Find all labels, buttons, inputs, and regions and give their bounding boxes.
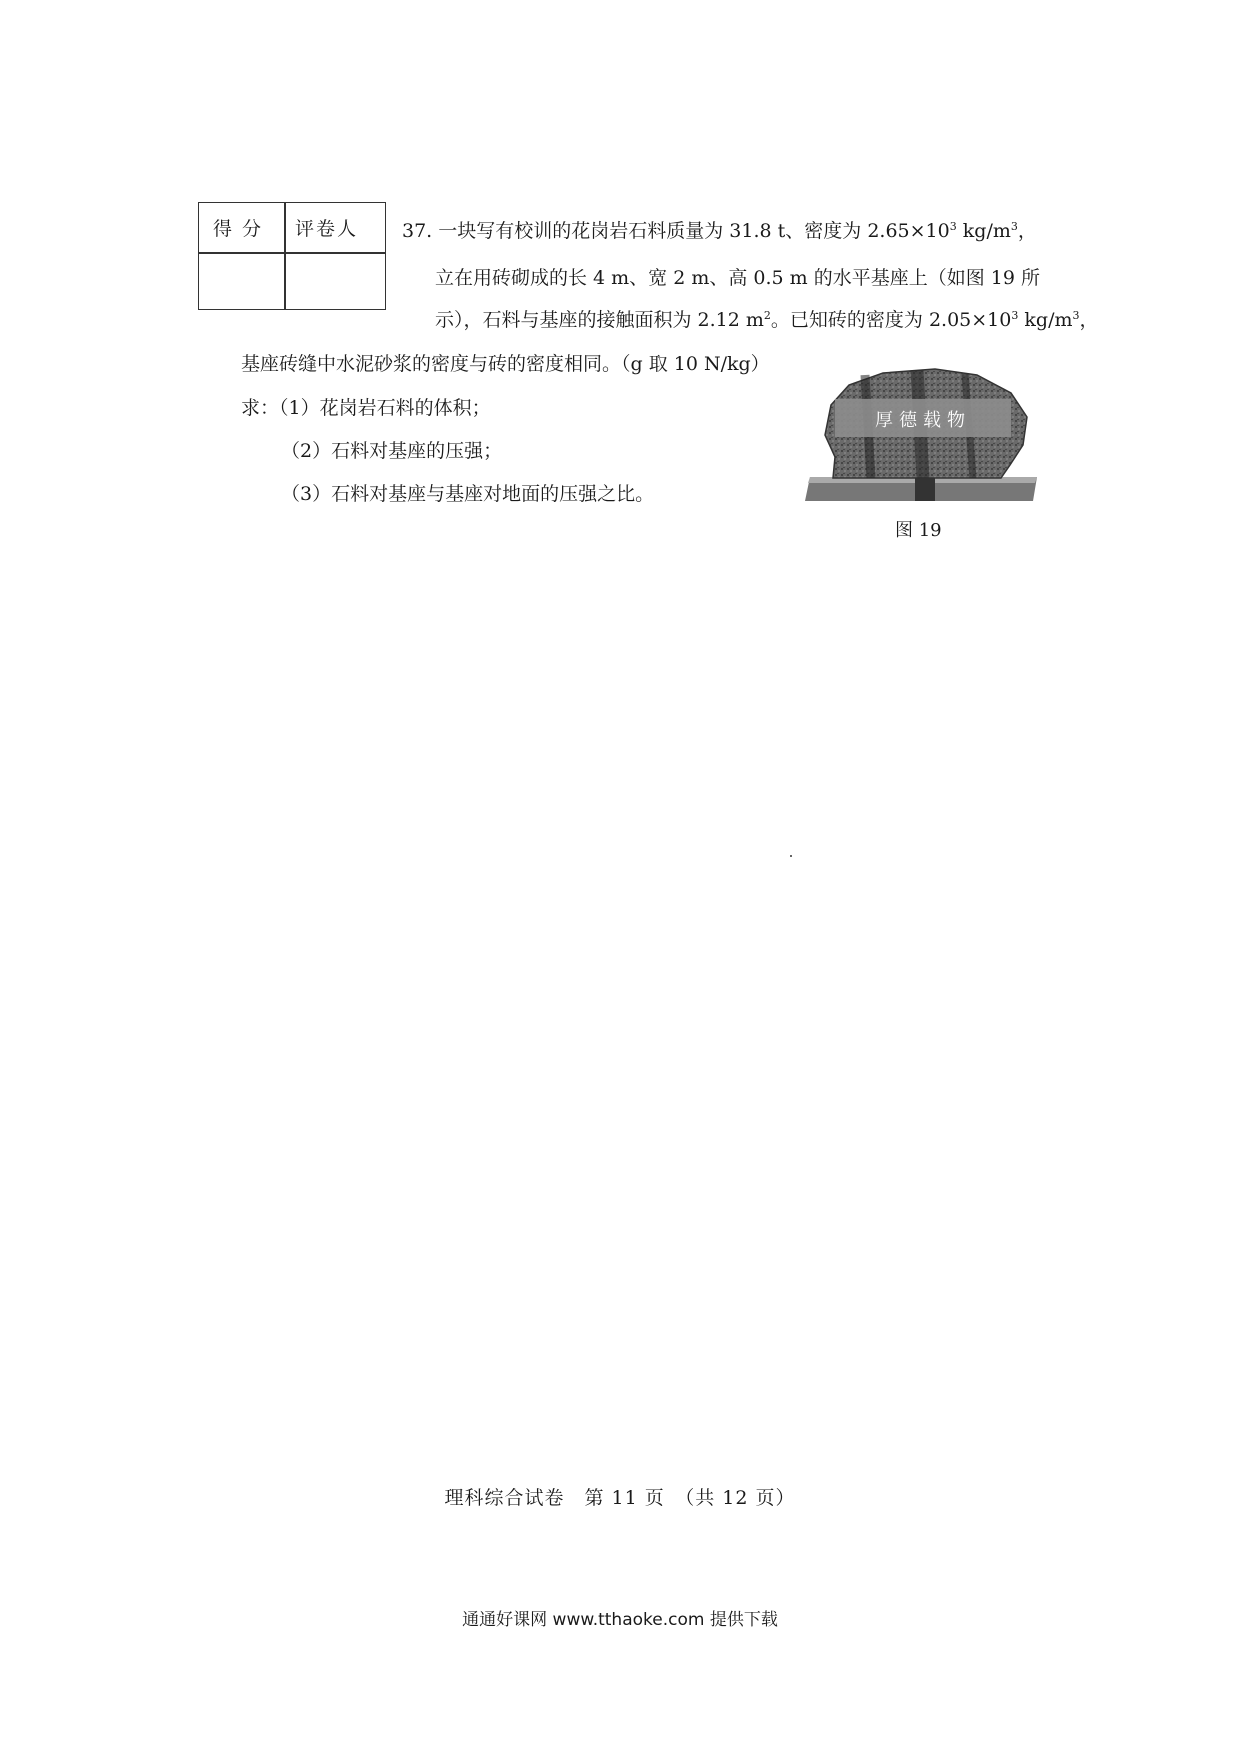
scan-speck	[790, 855, 792, 857]
figure-caption: 图 19	[895, 520, 942, 541]
question-number: 37.	[402, 220, 433, 242]
question-line-3: 示），石料与基座的接触面积为 2.12 $m^2$。已知砖的密度为 $2.05\times 10^3$ $kg/m^3$，	[435, 309, 1099, 331]
question-line-4: 基座砖缝中水泥砂浆的密度与砖的密度相同。（g 取 10 N/kg）	[241, 353, 770, 375]
stone-engraving: 厚德载物	[875, 410, 971, 431]
grader-header: 评卷人	[295, 218, 359, 240]
ask-prefix: 求：	[241, 397, 280, 419]
stone-illustration	[805, 365, 1037, 505]
score-table	[198, 202, 386, 310]
base-slab	[805, 477, 1037, 501]
page-footer: 理科综合试卷 第 11 页 （共 12 页）	[444, 1487, 796, 1509]
question-line-1: 37. 一块写有校训的花岗岩石料质量为 31.8 t、密度为 $2.65\times 10^3$ $kg/m^3$，	[402, 220, 1037, 242]
source-watermark: 通通好课网 www.tthaoke.com 提供下载	[462, 1610, 778, 1630]
table-divider-horizontal	[199, 252, 385, 254]
figure-19-stone-on-base	[805, 365, 1037, 505]
sub-question-1: 求：（1）花岗岩石料的体积；	[241, 397, 491, 419]
sub-question-3: （3）石料对基座与基座对地面的压强之比。	[281, 483, 655, 505]
score-header: 得 分	[213, 218, 264, 240]
table-divider-vertical	[284, 203, 286, 309]
question-line-2: 立在用砖砌成的长 4 m、宽 2 m、高 0.5 m 的水平基座上（如图 19 所	[435, 267, 1040, 289]
sub-question-2: （2）石料对基座的压强；	[281, 440, 503, 462]
